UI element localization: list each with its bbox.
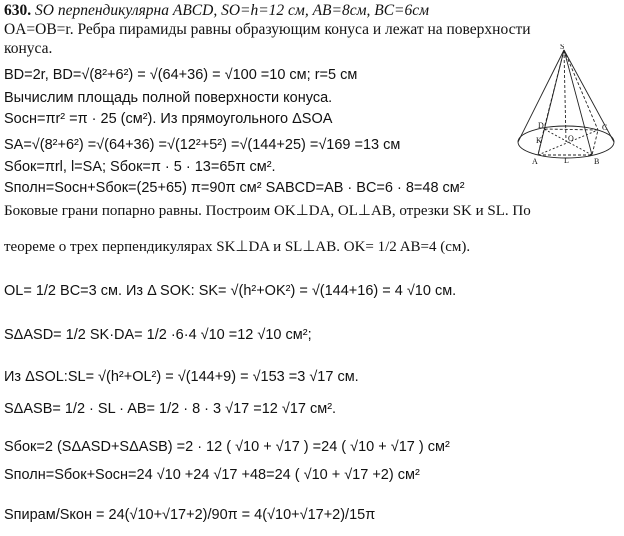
- base-label-o: O: [568, 134, 574, 143]
- solution-line-18: Sпирам/Sкон = 24(√10+√17+2)/90π = 4(√10+√17+2)/15π: [4, 507, 376, 523]
- solution-line-11: теореме о трех перпендикулярах SK⊥DA и SL⊥AB. OK= 1/2 AB=4 (см).: [4, 239, 471, 255]
- solution-line-7: SA=√(8²+6²) =√(64+36) =√(12²+5²) =√(144+25) =√169 =13 см: [4, 137, 401, 153]
- base-label-k: K: [536, 136, 542, 145]
- base-label-d: D: [538, 121, 544, 130]
- solution-line-5: Вычислим площадь полной поверхности конуса.: [4, 90, 333, 106]
- solution-line-15: SΔASB= 1/2 · SL · AB= 1/2 · 8 · 3 √17 =12 √17 см².: [4, 401, 337, 417]
- solution-line-4: BD=2r, BD=√(8²+6²) = √(64+36) = √100 =10 см; r=5 см: [4, 67, 358, 83]
- base-label-c: C: [602, 123, 608, 132]
- solution-line-9: Sполн=Sосн+Sбок=(25+65) π=90π см² SABCD=AB · BC=6 · 8=48 см²: [4, 180, 465, 196]
- problem-line-3: [4, 40, 52, 58]
- problem-condition-2: OA=OB=r. Ребра пирамиды равны образующим конуса и лежат на поверхности: [4, 21, 531, 38]
- apex-label: S: [560, 44, 565, 51]
- problem-condition-1: SO перпендикулярна ABCD, SO=h=12 см, AB=8см, BC=6см: [35, 2, 430, 19]
- problem-line-1: [4, 2, 429, 20]
- cone-with-inscribed-pyramid-figure: [514, 44, 618, 166]
- problem-line-2: [4, 21, 531, 39]
- solution-line-14: Из ΔSOL:SL= √(h²+OL²) = √(144+9) = √153 =3 √17 см.: [4, 369, 359, 385]
- base-label-l: L: [564, 156, 569, 165]
- solution-line-13: SΔASD= 1/2 SK·DA= 1/2 ·6·4 √10 =12 √10 см²;: [4, 327, 312, 343]
- problem-number: 630.: [4, 2, 32, 19]
- solution-line-6: Sосн=πr² =π · 25 (см²). Из прямоугольного ΔSOA: [4, 111, 333, 127]
- problem-condition-3: конуса.: [4, 40, 53, 57]
- base-label-a: A: [532, 157, 538, 166]
- solution-line-12: OL= 1/2 BC=3 см. Из Δ SOK: SK= √(h²+OK²) = √(144+16) = 4 √10 см.: [4, 283, 457, 299]
- base-label-b: B: [594, 157, 600, 166]
- solution-line-17: Sполн=Sбок+Sосн=24 √10 +24 √17 +48=24 ( √10 + √17 +2) см²: [4, 467, 420, 483]
- solution-line-8: Sбок=πrl, l=SA; Sбок=π · 5 · 13=65π см².: [4, 159, 276, 175]
- solution-line-10: Боковые грани попарно равны. Построим OK⊥DA, OL⊥AB, отрезки SK и SL. По: [4, 203, 531, 219]
- solution-line-16: Sбок=2 (SΔASD+SΔASB) =2 · 12 ( √10 + √17 ) =24 ( √10 + √17 ) см²: [4, 439, 450, 455]
